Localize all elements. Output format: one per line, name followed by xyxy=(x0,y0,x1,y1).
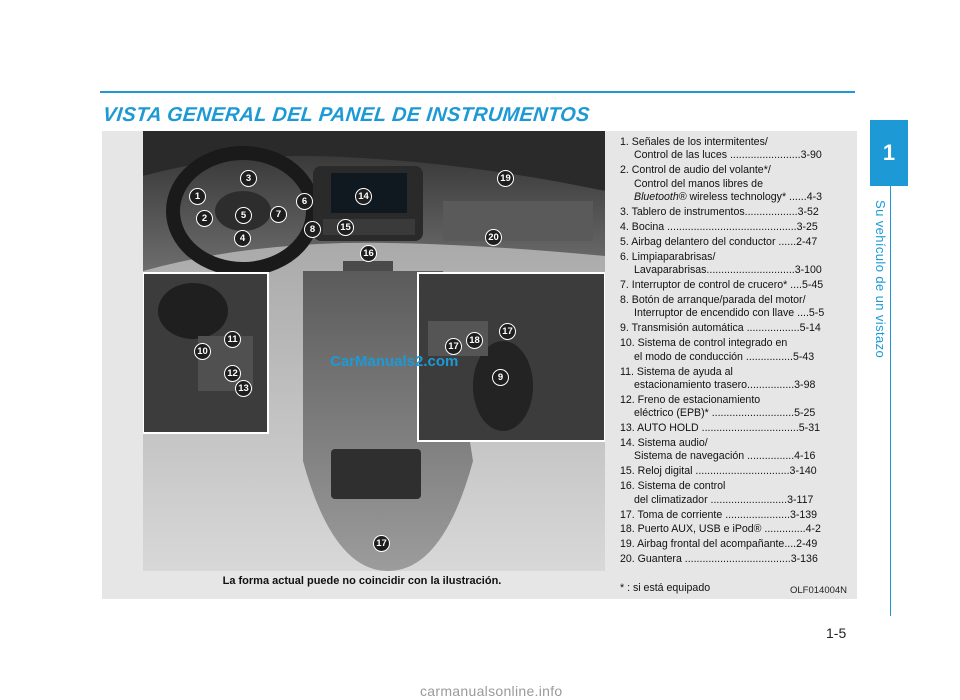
list-item-text: 19. Airbag frontal del acompañante....2-49 xyxy=(620,538,818,551)
list-item-text: estacionamiento trasero................3-98 xyxy=(634,378,816,391)
figure-code: OLF014004N xyxy=(790,585,848,596)
page-title: VISTA GENERAL DEL PANEL DE INSTRUMENTOS xyxy=(101,104,591,126)
overlay-watermark: CarManuals2.com xyxy=(330,353,459,370)
callout-5: 5 xyxy=(235,207,252,224)
list-item xyxy=(620,136,858,163)
list-item-text: 3. Tablero de instrumentos..................3-52 xyxy=(620,206,819,219)
list-item-text: 15. Reloj digital ................................3-140 xyxy=(620,465,817,478)
list-item-text: Control del manos libres de xyxy=(634,177,763,190)
chapter-rail xyxy=(890,186,891,616)
list-item xyxy=(620,251,858,278)
list-item xyxy=(620,465,858,478)
list-item xyxy=(620,294,858,321)
callout-3: 3 xyxy=(240,170,257,187)
list-item-text: 9. Transmisión automática ..................5-14 xyxy=(620,322,821,335)
list-item-text: 1. Señales de los intermitentes/ xyxy=(620,136,768,148)
callout-14: 14 xyxy=(355,188,372,205)
list-item-text: Control de las luces ........................3-90 xyxy=(634,149,822,162)
list-item-text: 7. Interruptor de control de crucero* ....5-45 xyxy=(620,279,824,292)
list-item-text: 2. Control de audio del volante*/ xyxy=(620,164,771,177)
footnote: * : si está equipado xyxy=(620,582,711,594)
list-item-text: 6. Limpiaparabrisas/ xyxy=(620,250,716,263)
list-item xyxy=(620,236,858,249)
list-item-text: 13. AUTO HOLD .................................5-31 xyxy=(620,422,820,435)
list-item xyxy=(620,422,858,435)
list-item-text: 8. Botón de arranque/parada del motor/ xyxy=(620,293,806,306)
callout-20: 20 xyxy=(485,229,502,246)
list-item-text: eléctrico (EPB)* ............................5-25 xyxy=(634,407,816,420)
list-item-text: del climatizador ..........................3-117 xyxy=(634,493,814,506)
callout-1: 1 xyxy=(189,188,206,205)
list-item xyxy=(620,322,858,335)
list-item-text: 20. Guantera ....................................3-136 xyxy=(620,553,818,566)
list-item-text: 12. Freno de estacionamiento xyxy=(620,393,761,406)
callout-17c: 17 xyxy=(373,535,390,552)
list-item xyxy=(620,279,858,292)
callout-8: 8 xyxy=(304,221,321,238)
list-item xyxy=(620,394,858,421)
list-item-text: Lavaparabrisas..............................3-100 xyxy=(634,264,822,277)
list-item xyxy=(620,523,858,536)
list-item-text: 17. Toma de corriente ......................3-139 xyxy=(620,508,818,521)
callout-11: 11 xyxy=(224,331,241,348)
list-item-text: Sistema de navegación ................4-16 xyxy=(634,450,816,463)
callout-12: 12 xyxy=(224,365,241,382)
chapter-tab[interactable]: 1 xyxy=(870,120,908,186)
callout-15: 15 xyxy=(337,219,354,236)
list-item-rest: wireless technology* ......4-3 xyxy=(686,191,823,204)
callout-2: 2 xyxy=(196,210,213,227)
list-item-text: 16. Sistema de control xyxy=(620,480,726,493)
list-item-text: 5. Airbag delantero del conductor ......2-47 xyxy=(620,235,818,248)
list-item-text: Interruptor de encendido con llave ....5-5 xyxy=(634,307,825,320)
list-item-text: 10. Sistema de control integrado en xyxy=(620,337,788,350)
dashboard-illustration xyxy=(143,131,605,571)
header-rule xyxy=(100,91,855,93)
component-list xyxy=(620,136,858,568)
list-item xyxy=(620,553,858,566)
list-item xyxy=(620,164,858,204)
callout-9: 9 xyxy=(492,369,509,386)
callout-10: 10 xyxy=(194,343,211,360)
callout-19: 19 xyxy=(497,170,514,187)
list-item-text: 11. Sistema de ayuda al xyxy=(620,365,733,378)
list-item xyxy=(620,538,858,551)
figure-caption: La forma actual puede no coincidir con la ilustración. xyxy=(222,575,502,587)
callout-13: 13 xyxy=(235,380,252,397)
list-item-text xyxy=(620,191,858,204)
callout-4: 4 xyxy=(234,230,251,247)
list-item-text: 18. Puerto AUX, USB e iPod® ..............4-2 xyxy=(620,523,821,536)
callout-17b: 17 xyxy=(499,323,516,340)
list-item-text: 4. Bocina ............................................3-25 xyxy=(620,220,818,233)
list-item xyxy=(620,366,858,393)
list-item xyxy=(620,337,858,364)
callout-16: 16 xyxy=(360,245,377,262)
list-item xyxy=(620,437,858,464)
page-number: 1-5 xyxy=(826,625,847,641)
list-item xyxy=(620,221,858,234)
callout-18: 18 xyxy=(466,332,483,349)
list-item-text: 14. Sistema audio/ xyxy=(620,437,708,450)
list-item xyxy=(620,480,858,507)
list-item xyxy=(620,206,858,219)
chapter-label: Su vehículo de un vistazo xyxy=(873,200,888,359)
bluetooth-brand: Bluetooth® xyxy=(634,191,687,204)
callout-7: 7 xyxy=(270,206,287,223)
site-watermark[interactable]: carmanualsonline.info xyxy=(420,683,563,699)
list-item-text: el modo de conducción ................5-43 xyxy=(634,350,815,363)
list-item xyxy=(620,509,858,522)
callout-17: 17 xyxy=(445,338,462,355)
callout-6: 6 xyxy=(296,193,313,210)
